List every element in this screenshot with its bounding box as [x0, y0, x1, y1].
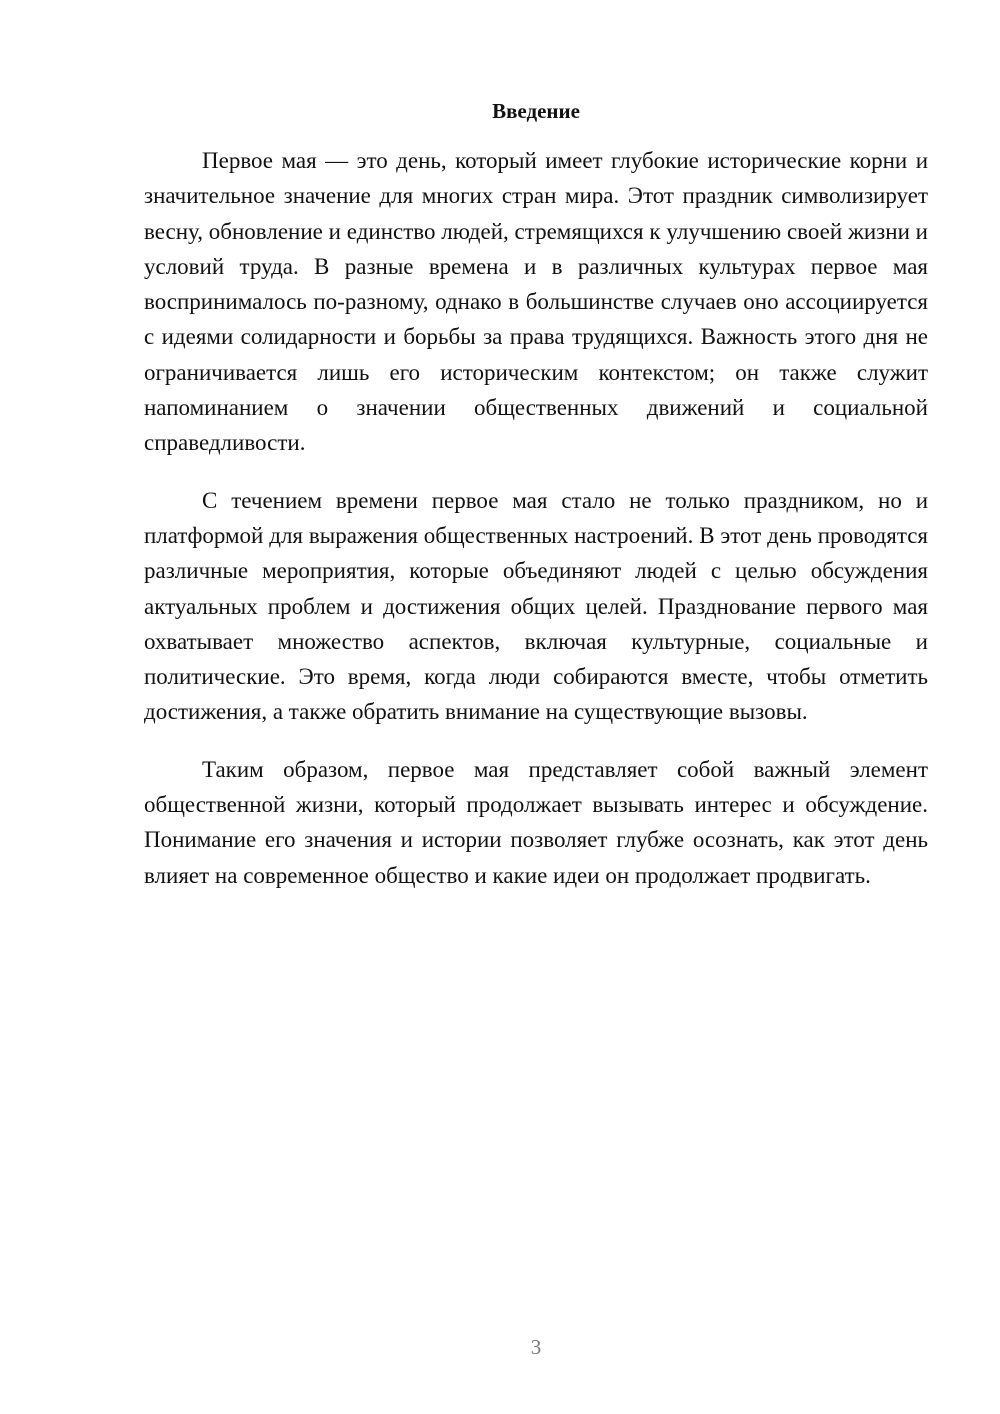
paragraph-1: Первое мая — это день, который имеет глубокие исторические корни и значительное значение для многих стран мира. Этот праздник символизирует весну, обновление и единство людей, стремящихся к улучшению своей жизни и условий труда. В разные времена и в различных культурах первое мая воспринималось по-разному, однако в большинстве случаев оно ассоциируется с идеями солидарности и борьбы за права трудящихся. Важность этого дня не ограничивается лишь его историческим контекстом; он также служит напоминанием о значении общественных движений и социальной справедливости.: [144, 148, 928, 456]
body-text: [144, 143, 928, 915]
page-number: 3: [530, 1335, 542, 1359]
section-title: Введение: [492, 99, 580, 123]
paragraph-2: С течением времени первое мая стало не только праздником, но и платформой для выражения общественных настроений. В этот день проводятся различные мероприятия, которые объединяют людей с целью обсуждения актуальных проблем и достижения общих целей. Празднование первого мая охватывает множество аспектов, включая культурные, социальные и политические. Это время, когда люди собираются вместе, чтобы отметить достижения, а также обратить внимание на существующие вызовы.: [144, 487, 928, 725]
paragraph-3: Таким образом, первое мая представляет собой важный элемент общественной жизни, который продолжает вызывать интерес и обсуждение. Понимание его значения и истории позволяет глубже осознать, как этот день влияет на современное общество и какие идеи он продолжает продвигать.: [144, 756, 928, 888]
